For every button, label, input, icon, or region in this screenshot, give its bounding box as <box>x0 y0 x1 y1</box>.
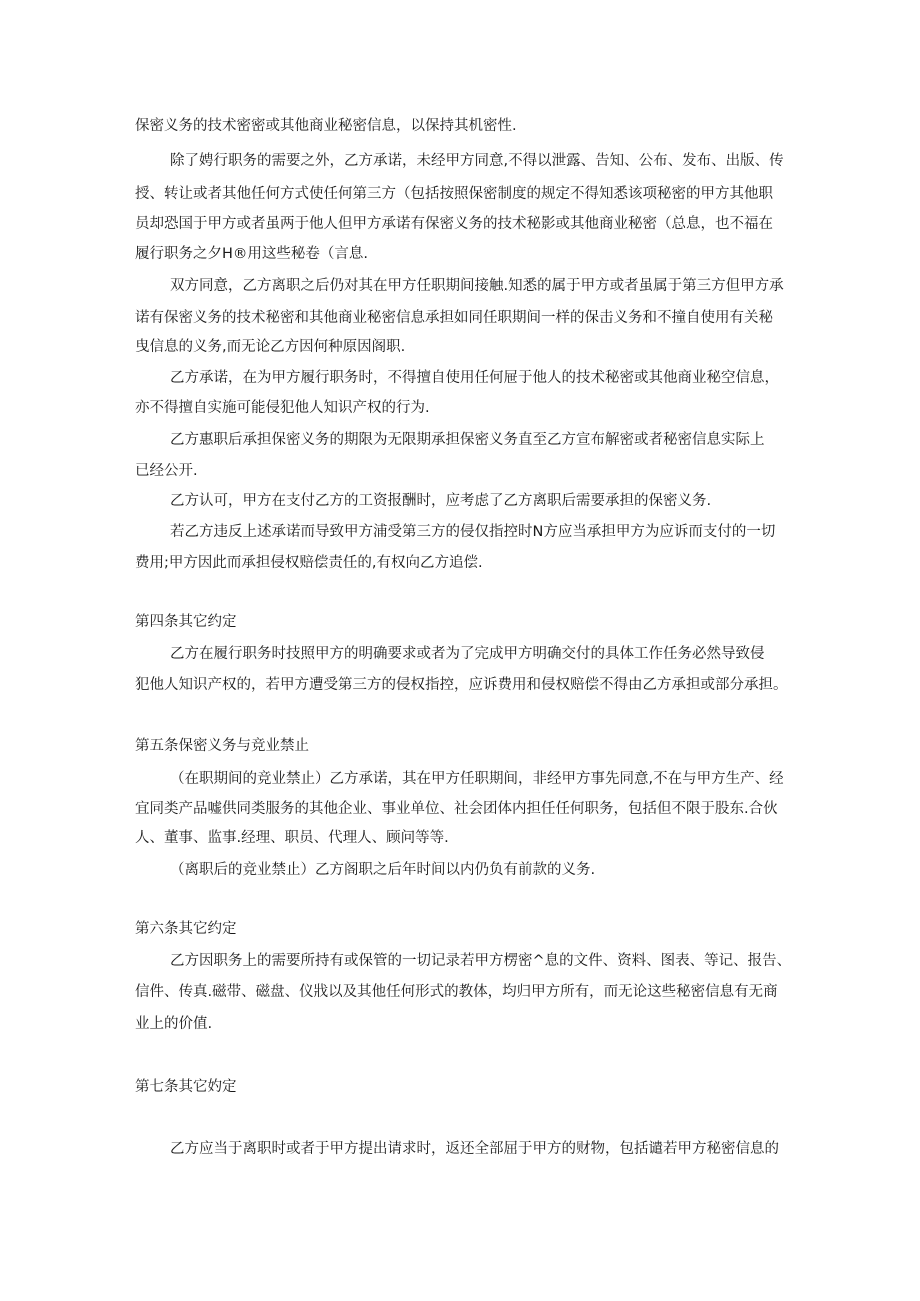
text-line: 犯他人知识产权的，若甲方遭受第三方的侵权指控，应诉费用和侵权赔偿不得由乙方承担或部分承担。 <box>135 677 788 693</box>
section-heading: 第四条其它约定 <box>135 614 237 630</box>
text-line: 双方同意，乙方离职之后仍对其在甲方任职期间接触.知悉的属于甲方或者虽属于第三方但甲方承 <box>170 278 784 294</box>
text-line: 乙方惠职后承担保密义务的期限为无限期承担保密义务直至乙方宣布解密或者秘密信息实际上 <box>170 432 765 448</box>
text-line: 履行职务之夕H®用这些秘卷（言息. <box>135 246 369 262</box>
text-line: 曳信息的义务,而无论乙方因何种原因阁职. <box>135 339 406 355</box>
text-line: 业上的价值. <box>135 1016 213 1032</box>
text-line: 已经公开. <box>135 463 198 479</box>
text-line: （在职期间的竞业禁止）乙方承诺，其在甲方任职期间，非经甲方事先同意,不在与甲方生产、经 <box>170 771 784 787</box>
text-line: 乙方应当于离职时或者于甲方提出请求时，返还全部屈于甲方的财物，包括谴若甲方秘密信息的 <box>170 1141 779 1157</box>
text-line: （离职后的竞业禁止）乙方阁职之后年时间以内仍负有前款的义务. <box>170 862 596 878</box>
section-heading: 第六条其它约定 <box>135 921 237 937</box>
text-line: 乙方因职务上的需要所持有或保管的一切记录若甲方楞密^息的文件、资料、图表、等记、报告、 <box>170 953 792 969</box>
text-line: 人、董事、监事.经理、职员、代理人、顾问等等. <box>135 830 449 846</box>
text-line: 授、转让或者其他任何方式使任何第三方（包括按照保密制度的规定不得知悉该项秘密的甲方其他职 <box>135 186 773 202</box>
text-line: 宜同类产品嘘供同类服务的其他企业、事业单位、社会团体内担任任何职务，包括但不限于股东.合伙 <box>135 801 778 817</box>
text-line: 若乙方违反上述承诺而导致甲方浦受第三方的侵仅指控时N方应当承担甲方为应诉而支付的一切 <box>170 524 776 540</box>
section-heading: 第五条保密义务与竞业禁止 <box>135 738 309 754</box>
text-line: 员却恐国于甲方或者虽两于他人但甲方承诺有保密义务的技术秘影或其他商业秘密（总息，也不福在 <box>135 216 773 232</box>
text-line: 信件、传真.磁带、磁盘、仪戕以及其他任何形式的教体，均归甲方所有，而无论这些秘密信息有无商 <box>135 984 778 1000</box>
text-line: 乙方认可，甲方在支付乙方的工资报酬时，应考虑了乙方离职后需要承担的保密义务. <box>170 493 712 509</box>
section-heading: 第七条其它妁定 <box>135 1079 237 1095</box>
text-line: 乙方承诺，在为甲方履行职务时，不得擅自使用任何屉于他人的技术秘密或其他商业秘空信息， <box>170 370 779 386</box>
text-line: 诺有保密义务的技术秘密和其他商业秘密信息承担如同任职期间一样的保击义务和不撞自使用有关秘 <box>135 310 773 326</box>
text-line: 亦不得擅自实施可能侵犯他人知识产权的行为. <box>135 400 430 416</box>
text-line: 费用;甲方因此而承担侵权赔偿责任的,有权向乙方追偿. <box>135 555 483 571</box>
text-line: 保密义务的技术密密或其他商业秘密信息，以保持其机密性. <box>135 118 517 134</box>
text-line: 除了娉行职务的需要之外，乙方承诺，未经甲方同意,不得以泄露、告知、公布、发布、出版、传 <box>170 153 784 169</box>
text-line: 乙方在履行职务时技照甲方的明确要求或者为了完成甲方明确交付的具体工作任务必然导致侵 <box>170 646 765 662</box>
